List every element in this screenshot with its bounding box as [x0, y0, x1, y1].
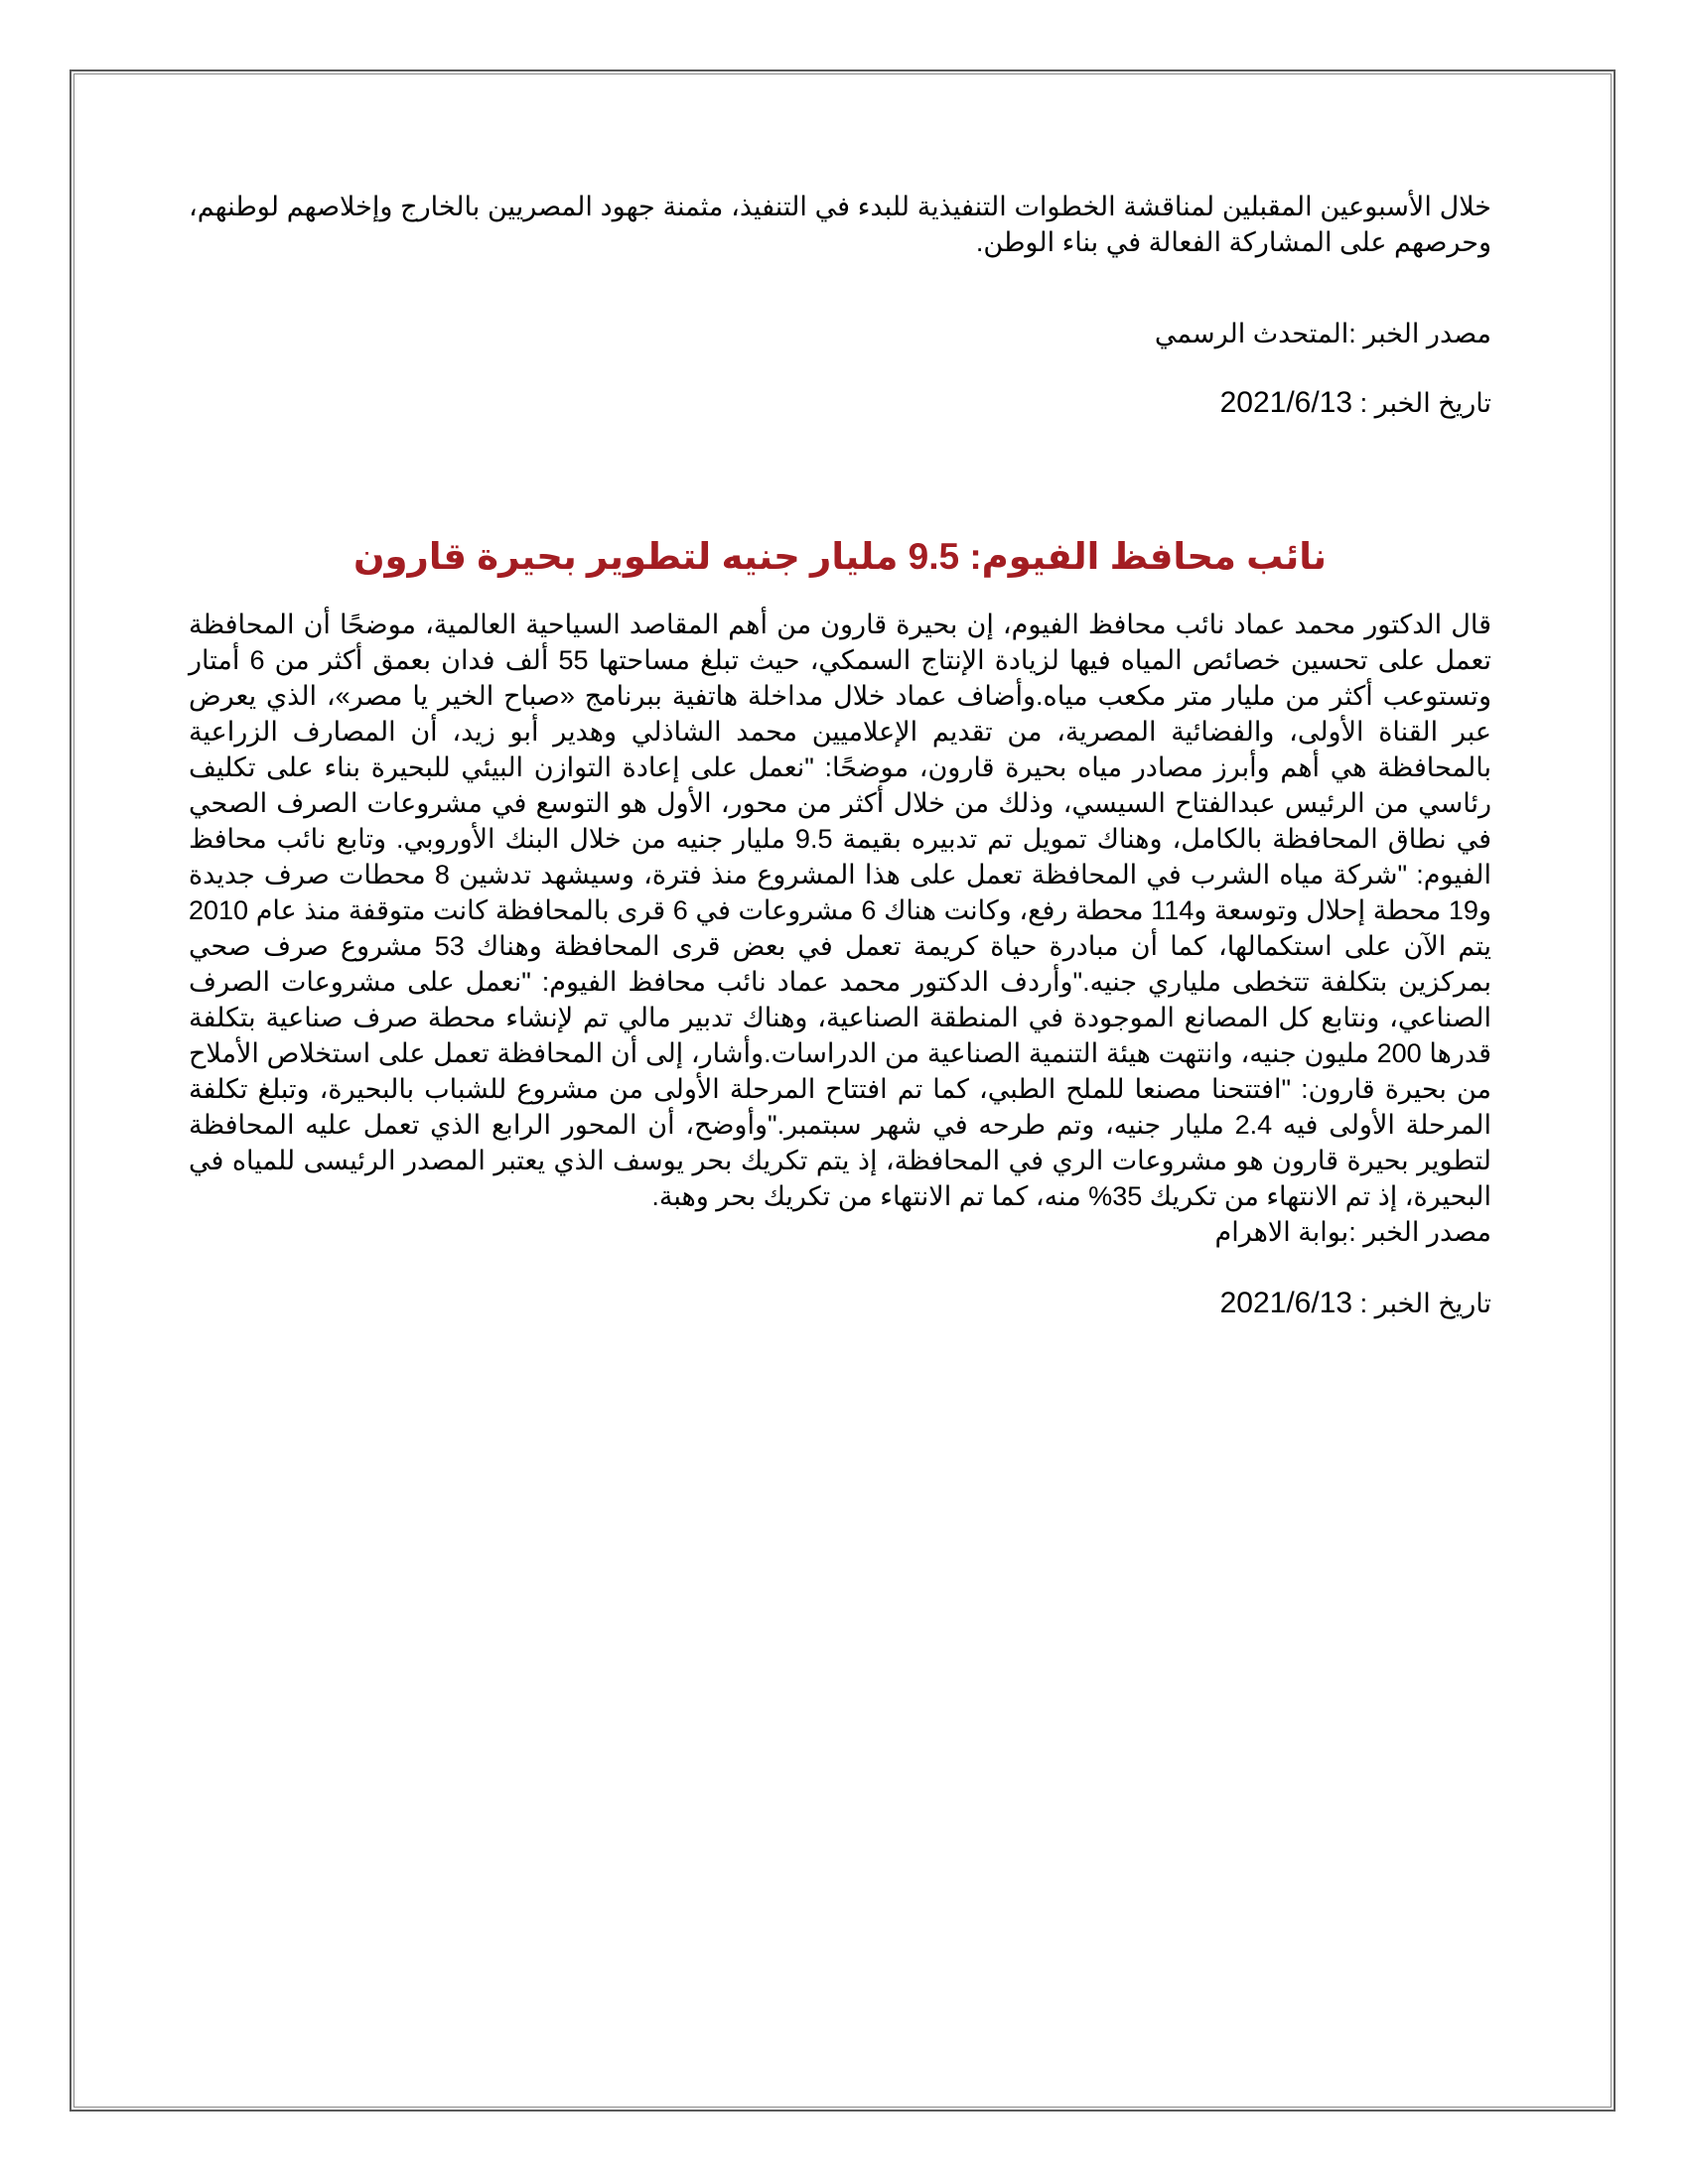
article-date-value: 2021/6/13 — [1219, 1287, 1353, 1319]
article-title: نائب محافظ الفيوم: 9.5 مليار جنيه لتطوير بحيرة قارون — [352, 536, 1328, 577]
article-date-label: تاريخ الخبر : — [1359, 1289, 1491, 1318]
article-date-line — [189, 1286, 1491, 1321]
article-source-line: مصدر الخبر :بوابة الاهرام — [1214, 1217, 1491, 1247]
intro-paragraph: خلال الأسبوعين المقبلين لمناقشة الخطوات التنفيذية للبدء في التنفيذ، مثمنة جهود المصريين بالخارج وإخلاصهم لوطنهم، وحرصهم على المشاركة الفعالة في بناء الوطن. — [189, 192, 1491, 257]
intro-date-value: 2021/6/13 — [1219, 386, 1353, 419]
intro-source-line: مصدر الخبر :المتحدث الرسمي — [1154, 319, 1491, 348]
article-body: قال الدكتور محمد عماد نائب محافظ الفيوم، إن بحيرة قارون من أهم المقاصد السياحية العالمية، موضحًا أن المحافظة تعمل على تحسين خصائص المياه فيها لزيادة الإنتاج السمكي، حيث تبلغ مساحتها 55 ألف فدان بعمق أكثر من 6 أمتار وتستوعب أكثر من مليار متر مكعب مياه.وأضاف عماد خلال مداخلة هاتفية ببرنامج «صباح الخير يا مصر»، الذي يعرض عبر القناة الأولى، والفضائية المصرية، من تقديم الإعلاميين محمد الشاذلي وهدير أبو زيد، أن المصارف الزراعية بالمحافظة هي أهم وأبرز مصادر مياه بحيرة قارون، موضحًا: "نعمل على إعادة التوازن البيئي للبحيرة بناء على تكليف رئاسي من الرئيس عبدالفتاح السيسي، وذلك من خلال أكثر من محور، الأول هو التوسع في مشروعات الصرف الصحي في نطاق المحافظة بالكامل، وهناك تمويل تم تدبيره بقيمة 9.5 مليار جنيه من خلال البنك الأوروبي. وتابع نائب محافظ الفيوم: "شركة مياه الشرب في المحافظة تعمل على هذا المشروع منذ فترة، وسيشهد تدشين 8 محطات صرف جديدة و19 محطة إحلال وتوسعة و114 محطة رفع، وكانت هناك 6 مشروعات في 6 قرى بالمحافظة كانت متوقفة منذ عام 2010 يتم الآن على استكمالها، كما أن مبادرة حياة كريمة تعمل في بعض قرى المحافظة وهناك 53 مشروع صرف صحي بمركزين بتكلفة تتخطى ملياري جنيه."وأردف الدكتور محمد عماد نائب محافظ الفيوم: "نعمل على مشروعات الصرف الصناعي، ونتابع كل المصانع الموجودة في المنطقة الصناعية، وهناك تدبير مالي تم لإنشاء محطة صرف صناعية بتكلفة قدرها 200 مليون جنيه، وانتهت هيئة التنمية الصناعية من الدراسات.وأشار، إلى أن المحافظة تعمل على استخلاص الأملاح من بحيرة قارون: "افتتحنا مصنعا للملح الطبي، كما تم افتتاح المرحلة الأولى من مشروع للشباب بالبحيرة، وتبلغ تكلفة المرحلة الأولى فيه 2.4 مليار جنيه، وتم طرحه في شهر سبتمبر."وأوضح، أن المحور الرابع الذي تعمل عليه المحافظة لتطوير بحيرة قارون هو مشروعات الري في المحافظة، إذ يتم تكريك بحر يوسف الذي يعتبر المصدر الرئيسى للمياه في البحيرة، إذ تم الانتهاء من تكريك 35% منه، كما تم الانتهاء من تكريك بحر وهبة. — [189, 610, 1492, 1211]
document-content — [189, 189, 1491, 1321]
intro-date-line — [189, 385, 1491, 421]
intro-date-label: تاريخ الخبر : — [1359, 388, 1491, 418]
